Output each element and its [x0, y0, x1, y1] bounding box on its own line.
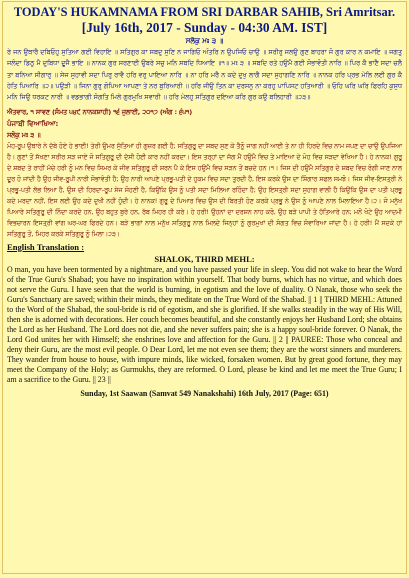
page-title	[7, 5, 402, 36]
punjabi-heading: ਪੰਜਾਬੀ ਵਿਆਖਿਆ:	[7, 119, 59, 128]
english-heading: English Translation :	[7, 241, 85, 252]
punjabi-shalok-label: ਸਲੋਕੁ ਮਃ ੩ ॥	[7, 130, 41, 139]
english-translation-text: O man, you have been tormented by a nightmare, and you have passed your life in sleep. You did not wake to hear the Word of the True Guru's Shabad; you have no inspiration within yourself. That body burns, which has no virtue, and which does not serve the Guru. I have seen that the world is burning, in egotism and the love of duality. O Nanak, those who seek the Guru's Sanctuary are saved; within their minds, they meditate on the True Word of the Shabad. || 1 || THIRD MEHL: Attuned to the Word of the Shabad, the soul-bride is rid of egotism, and she is glorified. If she walks steadily in the way of His Will, then she is adorned with decorations. Her couch becomes beautiful, and she constantly enjoys her Husband Lord; she obtains the Lord as her Husband. The Lord does not die, and she never suffers pain; she is a happy soul-bride forever. O Nanak, the Lord God unites her with Himself; she enshrines love and affection for the Guru. || 2 || PAUREE: Those who conceal and deny their Guru, are the most evil people. O Dear Lord, let me not even see them; they are the worst sinners and murderers. They wander from house to house, with impure minds, like wicked, forsaken women. But by great good fortune, they may meet the Company of the Holy; as Gurmukhs, they are reformed. O Lord, please be kind and let me meet the True Guru; I am a sacrifice to the Guru. || 23 ||	[7, 264, 402, 385]
english-shalok-title: SHALOK, THIRD MEHL:	[154, 253, 255, 264]
punjabi-explanation-text: ਮੋਹ-ਰੂਪ ਉਥਾਰੇ ਨੇ ਦੱਬੇ ਹੋਏ ਹੇ ਭਾਈ! ਤੇਰੀ ਉਮਰ ਸੁੱਤਿਆਂ ਹੀ ਗੁਜ਼ਰ ਗਈ ਹੈ; ਸਤਿਗੁਰੂ ਦਾ ਸ਼ਬਦ ਸੁਣ ਕੇ ਤੈਨੂੰ ਜਾਗ ਨਹੀਂ ਆਈ ਤੇ ਨਾ ਹੀ ਹਿਰਦੇ ਵਿਚ ਨਾਮ ਜਪਣ ਦਾ ਚਾਉ ਉਪਜਿਆ ਹੈ। ਗੁਣਾਂ ਤੋਂ ਸੱਖਣਾ ਸਰੀਰ ਸੜ ਜਾਏ ਜੋ ਸਤਿਗੁਰੂ ਦੀ ਦੱਸੀ ਹੋਈ ਕਾਰ ਨਹੀਂ ਕਰਦਾ। ਇਸ ਤਰ੍ਹਾਂ ਦਾ ਜੱਗ ਮੈਂ ਹਉਮੈ ਵਿਚ ਤੇ ਮਾਇਆ ਦੇ ਮੋਹ ਵਿਚ ਸੜਦਾ ਵੇਖਿਆ ਹੈ। ਹੇ ਨਾਨਕ! ਗੁਰੂ ਦੇ ਸ਼ਬਦ ਤੇ ਰਾਹੀਂ ਮੱਚੇ ਹਰੀ ਨੂੰ ਮਨ ਵਿਚ ਸਿਮਰ ਕੇ ਜੀਵ ਸਤਿਗੁਰੂ ਦੀ ਸ਼ਰਨ ਪੈ ਕੇ ਇਸ ਹਉਮੈ ਵਿਚ ਸੜਨ ਤੋਂ ਬਚਦੇ ਹਨ।੧। ਜਿਸ ਦੀ ਹਉਮੈ ਸਤਿਗੁਰ ਦੇ ਸ਼ਬਦ ਵਿਚ ਰੰਗੀ ਜਾਣ ਨਾਲ ਦੂਰ ਹੋ ਜਾਂਦੀ ਹੈ ਉਹ ਜੀਵ-ਰੂਪੀ ਨਾਰੀ ਸੋਭਾਵੰਤੀ ਹੈ; ਉਹ ਨਾਰੀ ਆਪਣੇ ਪ੍ਰਭੂ-ਪਤੀ ਦੇ ਹੁਕਮ ਵਿਚ ਸਦਾ ਤੁਰਦੀ ਹੈ, ਇਸ ਕਰਕੇ ਉਸ ਦਾ ਸ਼ਿੰਗਾਰ ਸਫਲ ਸਮਝੋ। ਜਿਸ ਜੀਵ-ਇਸਤ੍ਰੀ ਨੇ ਪ੍ਰਭੂ-ਪਤੀ ਲੱਭ ਲਿਆ ਹੈ, ਉਸ ਦੀ ਹਿਰਦਾ-ਰੂਪ ਸੇਜ ਸੋਹਣੀ ਹੈ, ਕਿਉਂਕਿ ਉਸ ਨੂੰ ਪਤੀ ਸਦਾ ਮਿਲਿਆ ਰਹਿੰਦਾ ਹੈ; ਉਹ ਇਸਤ੍ਰੀ ਸਦਾ ਸੁਹਾਗ ਵਾਲੀ ਹੈ ਕਿਉਂਕਿ ਉਸ ਦਾ ਪਤੀ ਪ੍ਰਭੂ ਕਦੇ ਮਰਦਾ ਨਹੀਂ, ਇਸ ਲਈ ਉਹ ਕਦੇ ਦੁਖੀ ਨਹੀਂ ਹੁੰਦੀ। ਹੇ ਨਾਨਕ! ਗੁਰੂ ਦੇ ਪਿਆਰ ਵਿਚ ਉਸ ਦੀ ਬਿਰਤੀ ਹੋਣ ਕਰਕੇ ਪ੍ਰਭੂ ਨੇ ਉਸ ਨੂੰ ਆਪਣੇ ਨਾਲ ਮਿਲਾਇਆ ਹੈ।੨। ਜੋ ਮਨੁੱਖ ਪਿਆਰੇ ਸਤਿਗੁਰੂ ਦੀ ਨਿੰਦਾ ਕਰਦੇ ਹਨ, ਉਹ ਬਹੁਤ ਬੁਰੇ ਹਨ, ਰੱਬ ਮਿਹਰ ਹੀ ਕਰੇ। ਹੇ ਹਰੀ! ਉਹਨਾਂ ਦਾ ਦਰਸ਼ਨ ਨਾਹ ਕਰੋ, ਉਹ ਬੜੇ ਪਾਪੀ ਤੇ ਹੱਤਿਆਰੇ ਹਨ; ਮਨੋਂ ਖੋਟੇ ਉਹ ਆਦਮੀ ਵਿਭਚਾਰਨ ਇਸਤ੍ਰੀ ਵਾਂਗ ਘਰ-ਘਰ ਫਿਰਦੇ ਹਨ। ਬੜੇ ਭਾਗਾਂ ਨਾਲ ਮਨੁੱਖ ਸਤਿਗੁਰੂ ਨਾਲ ਮਿਲਦੇ ਜਿਨ੍ਹਾਂ ਨੂੰ ਗੁਰਮੁਖਾਂ ਦੀ ਸੰਗਤ ਵਿਚ ਸੰਵਾਰਿਆ ਜਾਂਦਾ ਹੈ। ਹੇ ਹਰੀ! ਮੈਂ ਸਦਕੇ ਹਾਂ ਸਤਿਗੁਰੂ ਤੋਂ, ਮਿਹਰ ਕਰਕੇ ਸਤਿਗੁਰੂ ਨੂੰ ਮਿਲਾ।੨੩।	[7, 141, 402, 238]
footer-date: Sunday, 1st Saawan (Samvat 549 Nanakshahi) 16th July, 2017 (Page: 651)	[80, 389, 329, 399]
gurmukhi-text: ਰੇ ਜਨ ਉਥਾਰੈ ਦਬਿਓਹੁ ਸੁਤਿਆ ਗਈ ਵਿਹਾਇ ॥ ਸਤਿਗੁਰ ਕਾ ਸਬਦੁ ਸੁਣਿ ਨ ਜਾਗਿਓ ਅੰਤਰਿ ਨ ਉਪਜਿਓ ਚਾਉ ॥ ਸਰੀਰੁ ਜਲਉ ਗੁਣ ਬਾਹਰਾ ਜੋ ਗੁਰ ਕਾਰ ਨ ਕਮਾਇ ॥ ਜਗਤੁ ਜਲੰਦਾ ਡਿਠੁ ਮੈ ਦੁਬਿਧਾ ਦੂਜੈ ਭਾਇ ॥ ਨਾਨਕ ਗੁਰ ਸਰਣਾਈ ਉਬਰੇ ਸਚੁ ਮਨਿ ਸਬਦਿ ਧਿਆਇ ॥੧॥ ਮਃ ੩ ॥ ਸਬਦਿ ਰਤੇ ਹਉਮੈ ਗਈ ਸੋਭਾਵੰਤੀ ਨਾਰਿ ॥ ਪਿਰ ਕੈ ਭਾਣੈ ਸਦਾ ਚਲੈ ਤਾ ਬਨਿਆ ਸੀਗਾਰੁ ॥ ਸੇਜ ਸੁਹਾਵੀ ਸਦਾ ਪਿਰੁ ਰਾਵੈ ਹਰਿ ਵਰੁ ਪਾਇਆ ਨਾਰਿ ॥ ਨਾ ਹਰਿ ਮਰੈ ਨ ਕਦੇ ਦੁਖੁ ਲਾਗੈ ਸਦਾ ਸੁਹਾਗਣਿ ਨਾਰਿ ॥ ਨਾਨਕ ਹਰਿ ਪ੍ਰਭ ਮੇਲਿ ਲਈ ਗੁਰ ਕੈ ਹੇਤਿ ਪਿਆਰਿ ॥੨॥ ਪਉੜੀ ॥ ਜਿਨਾ ਗੁਰੁ ਗੋਪਿਆ ਆਪਣਾ ਤੇ ਨਰ ਬੁਰਿਆਰੀ ॥ ਹਰਿ ਜੀਉ ਤਿਨ ਕਾ ਦਰਸਨੁ ਨਾ ਕਰਹੁ ਪਾਪਿਸਟ ਹਤਿਆਰੀ ॥ ਓਹਿ ਘਰਿ ਘਰਿ ਫਿਰਹਿ ਕੁਸੁਧ ਮਨਿ ਜਿਉ ਧਰਕਟ ਨਾਰੀ ॥ ਵਡਭਾਗੀ ਸੰਗਤਿ ਮਿਲੇ ਗੁਰਮੁਖਿ ਸਵਾਰੀ ॥ ਹਰਿ ਮੇਲਹੁ ਸਤਿਗੁਰ ਦਇਆ ਕਰਿ ਗੁਰ ਕਉ ਬਲਿਹਾਰੀ ॥੨੩॥	[7, 48, 402, 102]
title-line-1: TODAY'S HUKAMNAMA FROM SRI DARBAR SAHIB, Sri Amritsar.	[13, 5, 396, 19]
gurmukhi-shalok-label: ਸਲੋਕੁ ਮਃ ੩ ॥	[185, 37, 224, 45]
title-line-2: [July 16th, 2017 - Sunday - 04:30 AM. IST]	[81, 20, 328, 35]
hukamnama-page	[2, 1, 407, 574]
punjabi-date-line: ਐਤਵਾਰ, ੧ ਸਾਵਣ (ਸੰਮਤ ੫੪੯ ਨਾਨਕਸ਼ਾਹੀ) ੧੬ ਜੁਲਾਈ, ੨੦੧੭ (ਅੰਗ : ੬੫੧)	[7, 107, 193, 116]
